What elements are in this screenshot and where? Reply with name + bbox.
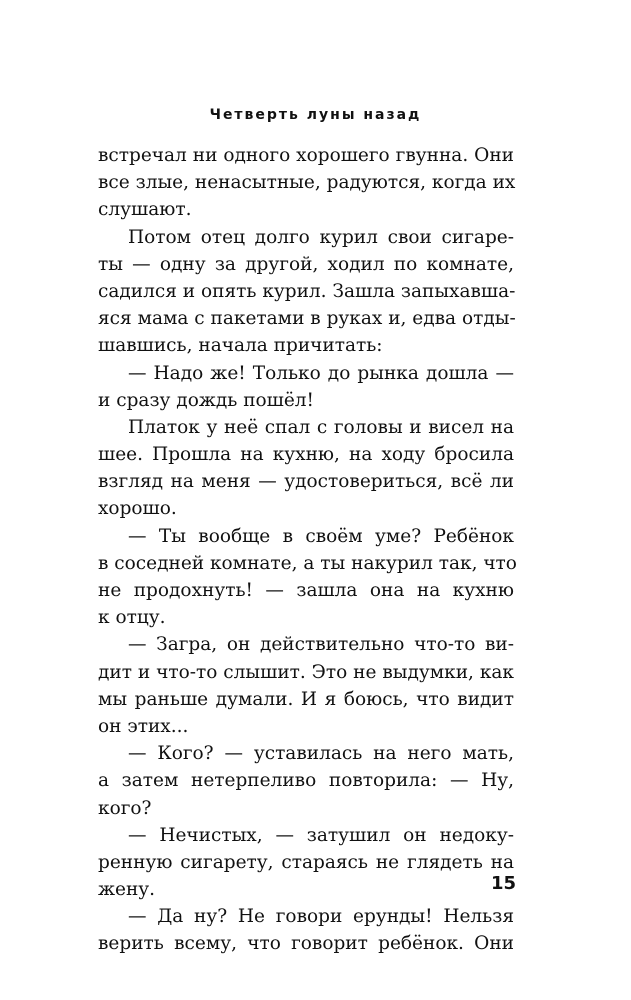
text-line: ренную сигарету, стараясь не глядеть на (98, 851, 514, 873)
text-line: Потом отец долго курил свои сигаре- (128, 226, 514, 248)
text-line: яся мама с пакетами в руках и, едва отды- (98, 308, 516, 330)
text-line: он этих... (98, 715, 189, 737)
text-line: садился и опять курил. Зашла запыхавша- (98, 280, 516, 302)
text-line: — Нечистых, — затушил он недоку- (128, 824, 514, 846)
text-line: — Да ну? Не говори ерунды! Нельзя (128, 906, 514, 928)
text-line: — Надо же! Только до рынка дошла — (128, 362, 514, 384)
running-head: Четверть луны назад (209, 107, 422, 123)
text-line: к отцу. (98, 607, 166, 629)
text-line: ты — одну за другой, ходил по комнате, (98, 253, 514, 275)
text-line: взгляд на меня — удостовериться, всё ли (98, 471, 514, 493)
text-line: и сразу дождь пошёл! (98, 389, 314, 411)
text-line: встречал ни одного хорошего гвунна. Они (98, 145, 514, 166)
page-number: 15 (490, 873, 516, 894)
text-line: все злые, ненасытные, радуются, когда их (98, 172, 516, 194)
text-line: слушают. (98, 199, 192, 221)
text-line: а затем нетерпеливо повторила: — Ну, (98, 770, 514, 792)
text-line: дит и что-то слышит. Это не выдумки, как (98, 661, 514, 683)
text-line: не продохнуть! — зашла она на кухню (98, 580, 514, 601)
text-line: хорошо. (98, 498, 177, 520)
text-line: Платок у неё спал с головы и висел на (128, 416, 514, 438)
text-line: шавшись, начала причитать: (98, 335, 383, 357)
text-line: кого? (98, 797, 152, 819)
text-line: — Ты вообще в своём уме? Ребёнок (128, 525, 514, 547)
text-line: — Загра, он действительно что-то ви- (128, 634, 514, 656)
text-line: мы раньше думали. И я боюсь, что видит (98, 688, 514, 710)
text-line: в соседней комнате, а ты накурил так, что (98, 552, 517, 574)
text-line: верить всему, что говорит ребёнок. Они (98, 933, 514, 955)
body-text (98, 142, 517, 958)
text-line: шее. Прошла на кухню, на ходу бросила (98, 444, 514, 466)
text-line: жену. (98, 879, 156, 901)
text-line: — Кого? — уставилась на него мать, (128, 743, 514, 765)
